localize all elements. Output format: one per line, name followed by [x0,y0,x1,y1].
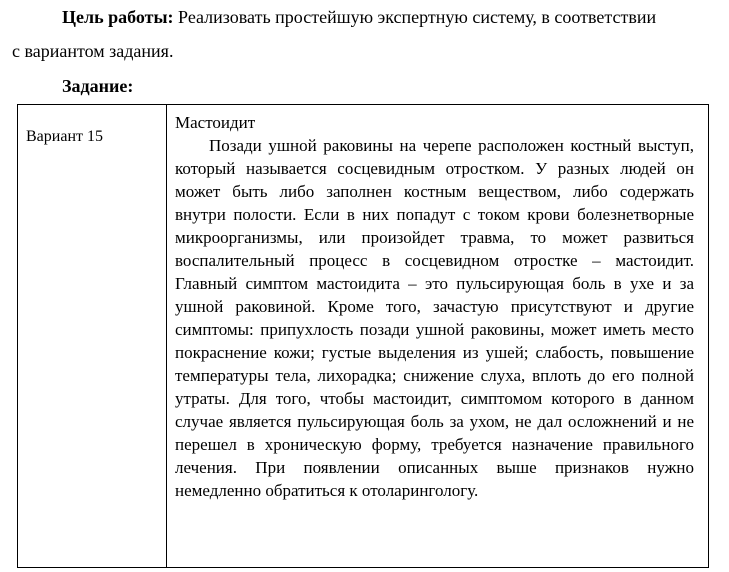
table-row [18,105,709,568]
variant-cell [18,105,167,568]
goal-label: Цель работы: [62,7,174,27]
goal-text: Реализовать простейшую экспертную систему, в соответствии [173,7,657,27]
task-table [17,104,709,568]
goal-line [62,6,656,28]
task-heading: Задание: [62,76,134,96]
content-cell [167,105,709,568]
variant-label: Вариант 15 [26,128,103,145]
goal-text-continuation: с вариантом задания. [12,41,174,61]
topic-title: Мастоидит [175,113,256,132]
topic-description: Позади ушной раковины на черепе расположен костный выступ, который называется сосцевидным отростком. У разных людей он может быть либо заполнен костным веществом, либо содержать внутри полости. Если в них попадут с током крови болезнетворные микроорганизмы, или произойдет травма, то может развиться воспалительный процесс в сосцевидном отростке – мастоидит. Главный симптом мастоидита – это пульсирующая боль в ухе и за ушной раковиной. Кроме того, зачастую присутствуют и другие симптомы: припухлость позади ушной раковины, может иметь место покраснение кожи; густые выделения из ушей; слабость, повышение температуры тела, лихорадка; снижение слуха, вплоть до его полной утраты. Для того, чтобы мастоидит, симптомом которого в данном случае является пульсирующая боль за ухом, не дал осложнений и не перешел в хроническую форму, требуется назначение правильного лечения. При появлении описанных выше признаков нужно немедленно обратиться к отоларингологу. [175,136,694,500]
